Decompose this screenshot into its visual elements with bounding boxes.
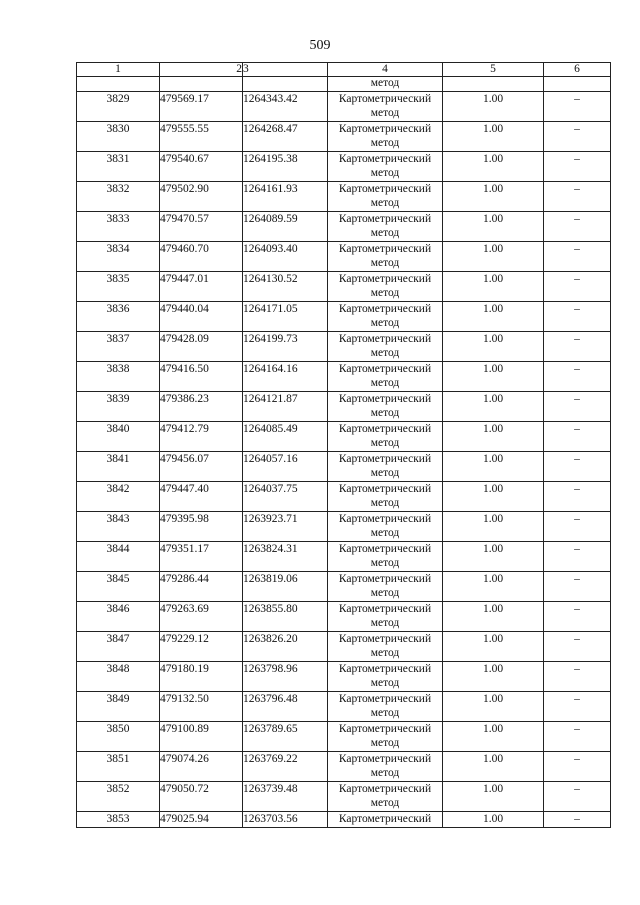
method-line-1: Картометрический (338, 753, 432, 765)
point-number-cell: 3841 (77, 452, 160, 482)
method-cell (328, 272, 443, 302)
method-line-2: метод (370, 167, 400, 179)
method-line-1: Картометрический (338, 393, 432, 405)
accuracy-cell: 1.00 (443, 632, 544, 662)
column-header-3: 3 (243, 63, 328, 77)
point-number-cell: 3830 (77, 122, 160, 152)
description-cell: – (544, 362, 611, 392)
method-line-1: Картометрический (338, 183, 432, 195)
table-row (77, 452, 611, 482)
point-number-cell: 3832 (77, 182, 160, 212)
method-cell (328, 482, 443, 512)
header-row (77, 63, 611, 77)
accuracy-cell: 1.00 (443, 422, 544, 452)
table-row (77, 212, 611, 242)
point-number-cell: 3842 (77, 482, 160, 512)
x-coordinate-cell: 479074.26 (160, 752, 243, 782)
description-cell: – (544, 272, 611, 302)
description-cell: – (544, 332, 611, 362)
method-cell (328, 542, 443, 572)
x-coordinate-cell: 479460.70 (160, 242, 243, 272)
y-coordinate-cell: 1263739.48 (243, 782, 328, 812)
method-line-1: Картометрический (338, 273, 432, 285)
method-line-1: Картометрический (338, 333, 432, 345)
y-coordinate-cell: 1263819.06 (243, 572, 328, 602)
x-coordinate-cell: 479263.69 (160, 602, 243, 632)
method-cell (328, 332, 443, 362)
x-coordinate-cell: 479132.50 (160, 692, 243, 722)
description-cell: – (544, 182, 611, 212)
y-coordinate-cell: 1263826.20 (243, 632, 328, 662)
table-row (77, 722, 611, 752)
y-coordinate-cell: 1263796.48 (243, 692, 328, 722)
accuracy-cell: 1.00 (443, 302, 544, 332)
description-cell: – (544, 632, 611, 662)
description-cell: – (544, 662, 611, 692)
accuracy-cell: 1.00 (443, 242, 544, 272)
table-row (77, 812, 611, 828)
description-cell: – (544, 302, 611, 332)
method-line-2: метод (370, 407, 400, 419)
description-cell: – (544, 152, 611, 182)
y-coordinate-cell: 1263798.96 (243, 662, 328, 692)
x-coordinate-cell: 479428.09 (160, 332, 243, 362)
method-line-2: метод (370, 617, 400, 629)
point-number-cell: 3850 (77, 722, 160, 752)
y-coordinate-cell: 1263824.31 (243, 542, 328, 572)
table-row (77, 482, 611, 512)
continuation-row (77, 77, 611, 92)
y-coordinate-cell: 1264093.40 (243, 242, 328, 272)
description-cell: – (544, 92, 611, 122)
accuracy-cell: 1.00 (443, 152, 544, 182)
accuracy-cell: 1.00 (443, 122, 544, 152)
continuation-method-cell: метод (328, 77, 443, 92)
point-number-cell: 3852 (77, 782, 160, 812)
x-coordinate-cell: 479555.55 (160, 122, 243, 152)
method-cell (328, 632, 443, 662)
method-line-1: Картометрический (338, 633, 432, 645)
point-number-cell: 3840 (77, 422, 160, 452)
table-row (77, 302, 611, 332)
description-cell: – (544, 422, 611, 452)
point-number-cell: 3837 (77, 332, 160, 362)
method-line-2: метод (370, 497, 400, 509)
accuracy-cell: 1.00 (443, 212, 544, 242)
point-number-cell: 3849 (77, 692, 160, 722)
method-line-2: метод (370, 647, 400, 659)
method-line-2: метод (370, 197, 400, 209)
method-line-1: Картометрический (338, 603, 432, 615)
x-coordinate-cell: 479395.98 (160, 512, 243, 542)
y-coordinate-cell: 1264268.47 (243, 122, 328, 152)
method-cell (328, 152, 443, 182)
method-line-1: Картометрический (338, 213, 432, 225)
method-cell (328, 782, 443, 812)
y-coordinate-cell: 1263923.71 (243, 512, 328, 542)
accuracy-cell: 1.00 (443, 452, 544, 482)
table-row (77, 332, 611, 362)
method-line-2: метод (370, 527, 400, 539)
method-line-1: Картометрический (338, 123, 432, 135)
method-cell (328, 212, 443, 242)
method-line-2: метод (370, 767, 400, 779)
point-number-cell: 3829 (77, 92, 160, 122)
method-line-1: Картометрический (338, 573, 432, 585)
x-coordinate-cell: 479470.57 (160, 212, 243, 242)
method-line-2: метод (370, 707, 400, 719)
x-coordinate-cell: 479412.79 (160, 422, 243, 452)
method-line-1: Картометрический (338, 513, 432, 525)
method-cell (328, 242, 443, 272)
column-header-4: 4 (328, 63, 443, 77)
x-coordinate-cell: 479386.23 (160, 392, 243, 422)
method-line-2: метод (370, 797, 400, 809)
accuracy-cell: 1.00 (443, 392, 544, 422)
table-body (77, 77, 611, 828)
method-line-1: Картометрический (338, 783, 432, 795)
method-cell (328, 812, 443, 828)
description-cell: – (544, 722, 611, 752)
x-coordinate-cell: 479025.94 (160, 812, 243, 828)
method-line-2: метод (370, 437, 400, 449)
x-coordinate-cell: 479447.40 (160, 482, 243, 512)
point-number-cell: 3833 (77, 212, 160, 242)
table-row (77, 92, 611, 122)
y-coordinate-cell: 1264171.05 (243, 302, 328, 332)
point-number-cell: 3848 (77, 662, 160, 692)
x-coordinate-cell: 479456.07 (160, 452, 243, 482)
point-number-cell: 3844 (77, 542, 160, 572)
method-line-1: Картометрический (338, 93, 432, 105)
table-row (77, 242, 611, 272)
method-cell (328, 122, 443, 152)
accuracy-cell: 1.00 (443, 272, 544, 302)
column-header-1: 1 (77, 63, 160, 77)
point-number-cell: 3853 (77, 812, 160, 828)
table-row (77, 602, 611, 632)
accuracy-cell: 1.00 (443, 752, 544, 782)
accuracy-cell: 1.00 (443, 182, 544, 212)
description-cell: – (544, 452, 611, 482)
x-coordinate-cell: 479540.67 (160, 152, 243, 182)
description-cell: – (544, 782, 611, 812)
method-line-1: Картометрический (338, 813, 432, 825)
y-coordinate-cell: 1263855.80 (243, 602, 328, 632)
method-line-1: Картометрический (338, 243, 432, 255)
method-line-1: Картометрический (338, 693, 432, 705)
method-line-2: метод (370, 377, 400, 389)
accuracy-cell: 1.00 (443, 692, 544, 722)
y-coordinate-cell: 1264199.73 (243, 332, 328, 362)
method-cell (328, 662, 443, 692)
point-number-cell: 3845 (77, 572, 160, 602)
description-cell: – (544, 242, 611, 272)
table-row (77, 512, 611, 542)
method-line-1: Картометрический (338, 663, 432, 675)
method-line-1: Картометрический (338, 153, 432, 165)
method-line-2: метод (370, 107, 400, 119)
description-cell: – (544, 692, 611, 722)
page-number: 509 (309, 38, 331, 53)
method-line-2: метод (370, 467, 400, 479)
accuracy-cell: 1.00 (443, 362, 544, 392)
table-row (77, 152, 611, 182)
y-coordinate-cell: 1264085.49 (243, 422, 328, 452)
table-row (77, 782, 611, 812)
description-cell: – (544, 542, 611, 572)
point-number-cell: 3835 (77, 272, 160, 302)
method-line-1: Картометрический (338, 723, 432, 735)
method-line-2: метод (370, 287, 400, 299)
method-cell (328, 92, 443, 122)
y-coordinate-cell: 1264195.38 (243, 152, 328, 182)
method-line-2: метод (370, 557, 400, 569)
x-coordinate-cell: 479440.04 (160, 302, 243, 332)
method-cell (328, 392, 443, 422)
column-header-6: 6 (544, 63, 611, 77)
method-line-2: метод (370, 347, 400, 359)
x-coordinate-cell: 479569.17 (160, 92, 243, 122)
point-number-cell: 3851 (77, 752, 160, 782)
x-coordinate-cell: 479050.72 (160, 782, 243, 812)
table-row (77, 662, 611, 692)
accuracy-cell: 1.00 (443, 512, 544, 542)
method-line-2: метод (370, 257, 400, 269)
y-coordinate-cell: 1264057.16 (243, 452, 328, 482)
y-coordinate-cell: 1264343.42 (243, 92, 328, 122)
method-line-2: метод (370, 677, 400, 689)
y-coordinate-cell: 1264089.59 (243, 212, 328, 242)
method-line-2: метод (370, 317, 400, 329)
method-cell (328, 512, 443, 542)
method-line-1: Картометрический (338, 423, 432, 435)
column-header-5: 5 (443, 63, 544, 77)
column-header-2: 2 (160, 63, 243, 77)
description-cell: – (544, 482, 611, 512)
method-cell (328, 422, 443, 452)
coordinates-table (76, 62, 611, 828)
method-line-2: метод (370, 137, 400, 149)
table-row (77, 752, 611, 782)
method-cell (328, 302, 443, 332)
table-row (77, 422, 611, 452)
x-coordinate-cell: 479180.19 (160, 662, 243, 692)
table-row (77, 392, 611, 422)
y-coordinate-cell: 1264164.16 (243, 362, 328, 392)
point-number-cell: 3836 (77, 302, 160, 332)
point-number-cell: 3831 (77, 152, 160, 182)
method-cell (328, 722, 443, 752)
accuracy-cell: 1.00 (443, 542, 544, 572)
table-row (77, 122, 611, 152)
description-cell: – (544, 212, 611, 242)
y-coordinate-cell: 1263703.56 (243, 812, 328, 828)
point-number-cell: 3839 (77, 392, 160, 422)
accuracy-cell: 1.00 (443, 812, 544, 828)
description-cell: – (544, 512, 611, 542)
accuracy-cell: 1.00 (443, 662, 544, 692)
method-line-1: Картометрический (338, 363, 432, 375)
table-row (77, 542, 611, 572)
y-coordinate-cell: 1264037.75 (243, 482, 328, 512)
description-cell: – (544, 812, 611, 828)
accuracy-cell: 1.00 (443, 722, 544, 752)
x-coordinate-cell: 479447.01 (160, 272, 243, 302)
x-coordinate-cell: 479502.90 (160, 182, 243, 212)
method-cell (328, 752, 443, 782)
point-number-cell: 3847 (77, 632, 160, 662)
y-coordinate-cell: 1263789.65 (243, 722, 328, 752)
description-cell: – (544, 122, 611, 152)
description-cell: – (544, 602, 611, 632)
x-coordinate-cell: 479286.44 (160, 572, 243, 602)
method-line-2: метод (370, 737, 400, 749)
y-coordinate-cell: 1264161.93 (243, 182, 328, 212)
x-coordinate-cell: 479229.12 (160, 632, 243, 662)
point-number-cell: 3843 (77, 512, 160, 542)
y-coordinate-cell: 1264130.52 (243, 272, 328, 302)
method-line-1: Картометрический (338, 303, 432, 315)
accuracy-cell: 1.00 (443, 92, 544, 122)
table-row (77, 182, 611, 212)
accuracy-cell: 1.00 (443, 602, 544, 632)
method-line-1: Картометрический (338, 483, 432, 495)
method-cell (328, 602, 443, 632)
accuracy-cell: 1.00 (443, 782, 544, 812)
method-cell (328, 692, 443, 722)
method-cell (328, 362, 443, 392)
point-number-cell: 3834 (77, 242, 160, 272)
method-line-1: Картометрический (338, 453, 432, 465)
y-coordinate-cell: 1263769.22 (243, 752, 328, 782)
method-cell (328, 182, 443, 212)
description-cell: – (544, 572, 611, 602)
method-cell (328, 452, 443, 482)
description-cell: – (544, 392, 611, 422)
x-coordinate-cell: 479351.17 (160, 542, 243, 572)
table-row (77, 272, 611, 302)
method-line-2: метод (370, 587, 400, 599)
table-row (77, 572, 611, 602)
description-cell: – (544, 752, 611, 782)
x-coordinate-cell: 479100.89 (160, 722, 243, 752)
point-number-cell: 3846 (77, 602, 160, 632)
point-number-cell: 3838 (77, 362, 160, 392)
method-cell (328, 572, 443, 602)
y-coordinate-cell: 1264121.87 (243, 392, 328, 422)
table-row (77, 362, 611, 392)
table-row (77, 692, 611, 722)
method-line-1: Картометрический (338, 543, 432, 555)
table-row (77, 632, 611, 662)
x-coordinate-cell: 479416.50 (160, 362, 243, 392)
accuracy-cell: 1.00 (443, 332, 544, 362)
method-line-2: метод (370, 227, 400, 239)
accuracy-cell: 1.00 (443, 482, 544, 512)
accuracy-cell: 1.00 (443, 572, 544, 602)
